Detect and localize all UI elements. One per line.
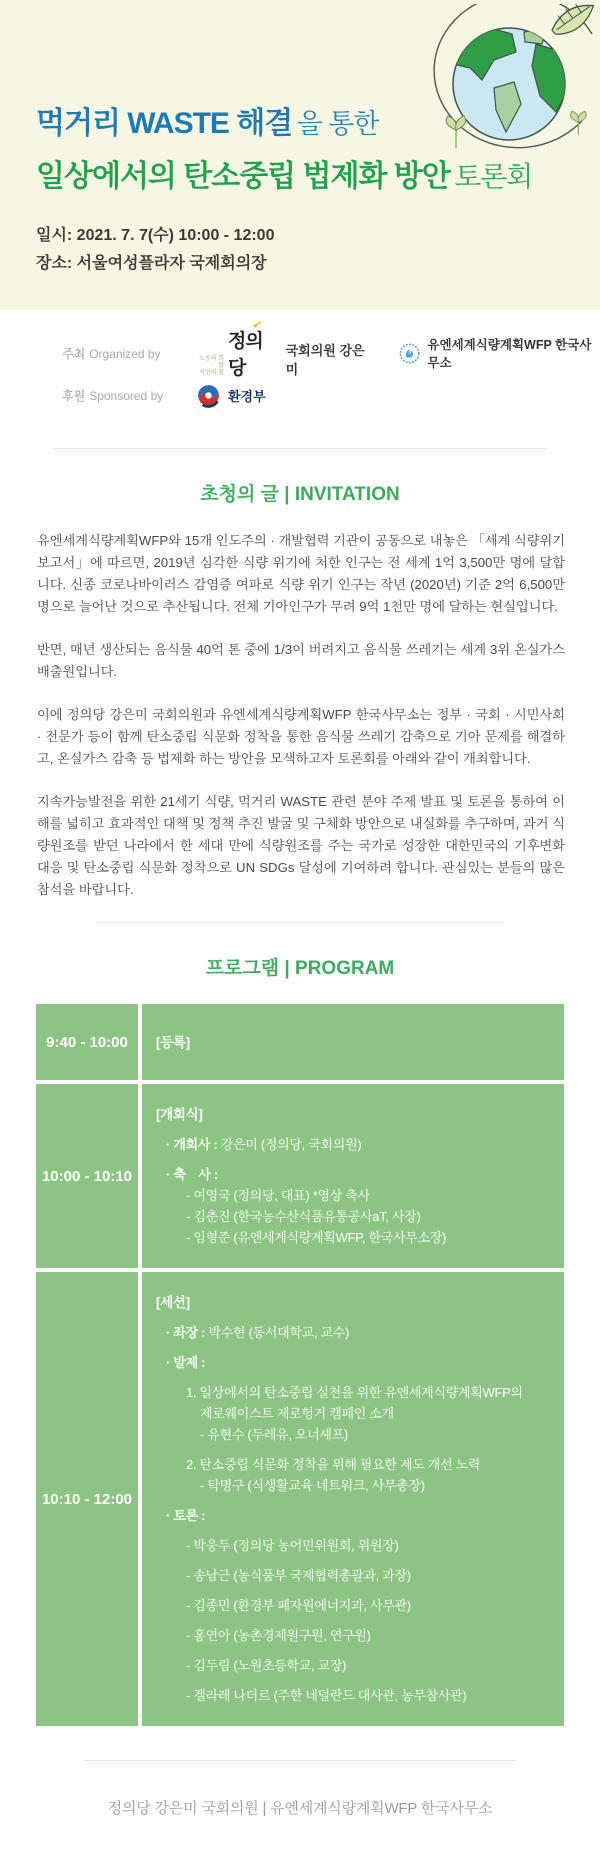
hero-header	[0, 0, 600, 310]
check-icon: ✔	[251, 316, 264, 333]
organized-en-label: Organized by	[89, 346, 161, 361]
moe-logo-group	[196, 383, 266, 408]
title-line-2	[36, 153, 532, 206]
divider-bottom	[84, 1760, 516, 1761]
program-line: - 홍연아 (농촌경제원구원, 연구원)	[186, 1628, 371, 1643]
jeongeuidang-text: 정의당	[228, 331, 263, 379]
invitation-body	[0, 530, 600, 901]
jeongeuidang-slogan	[196, 356, 224, 377]
wfp-logo-icon	[399, 342, 420, 365]
program-line: - 겔라레 나더르 (주한 네덜란드 대사관, 농무참사관)	[186, 1688, 467, 1703]
invitation-heading: 초청의 글 | INVITATION	[200, 484, 400, 505]
program-heading: 프로그램 | PROGRAM	[205, 958, 395, 979]
leaf-icon	[546, 4, 598, 39]
program-line: · 발제 :	[166, 1355, 206, 1370]
organizers-section	[0, 310, 600, 448]
invitation-paragraph: 반면, 매년 생산되는 음식물 40억 톤 중에 1/3이 버려지고 음식물 쓰레기는 세계 3위 온실가스 배출원입니다.	[37, 642, 565, 679]
program-line: 1. 일상에서의 탄소중립 실천을 위한 유엔세계식량계획WFP의	[186, 1385, 523, 1400]
wfp-logo-group	[399, 335, 600, 371]
program-time-cell: 9:40 - 10:00	[36, 1004, 138, 1080]
sprout-right-icon	[571, 111, 587, 135]
slogan-line2: 시민의 꿈	[199, 370, 225, 376]
program-time-cell: 10:10 - 12:00	[36, 1272, 138, 1726]
divider-middle	[96, 922, 504, 923]
slogan-line1: 노동의 희망	[199, 356, 225, 369]
program-line: 2. 탄소중립 식문화 정착을 위해 필요한 제도 개선 노력	[186, 1457, 481, 1472]
event-date: 일시: 2021. 7. 7(수) 10:00 - 12:00	[36, 227, 275, 244]
invitation-paragraph: 유엔세계식량계획WFP와 15개 인도주의 · 개발협력 기관이 공동으로 내놓은 「세계 식량위기 보고서」에 따르면, 2019년 심각한 식량 위기에 처한 인구는 전 세계 1억 3,500만 명에 달합니다. 신종 코로나바이러스 감염증 여파로 식량 위기 인구는 작년 (2020년) 기준 2억 6,500만 명으로 늘어난 것으로 추산됩니다. 전체 기아인구가 무려 9억 1천만 명에 달하는 현실입니다.	[37, 533, 565, 614]
program-line: 제로웨이스트 제로헝거 캠페인 소개	[200, 1406, 394, 1421]
program-content-cell	[142, 1004, 564, 1080]
member-name: 국회의원 강은미	[285, 343, 365, 377]
program-line: [등록]	[156, 1034, 190, 1050]
title-line2-light: 토론회	[454, 161, 533, 192]
program-line: - 유현수 (두레유, 오너셰프)	[200, 1427, 348, 1442]
program-line: - 박웅두 (정의당 농어민위원회, 위원장)	[186, 1538, 399, 1553]
program-line: · 개회사 : 강은미 (정의당, 국회의원)	[166, 1137, 362, 1152]
jeongeuidang-logo	[196, 316, 369, 380]
title-line1-strong: 먹거리 WASTE 해결	[36, 107, 293, 140]
sponsored-ko-label: 후원	[62, 388, 86, 403]
event-venue: 장소: 서울여성플라자 국제회의장	[36, 255, 267, 272]
invitation-paragraph: 지속가능발전을 위한 21세기 식량, 먹거리 WASTE 관련 분야 주제 발표 및 토론을 통하여 이해를 넓히고 효과적인 대책 및 정책 추진 발굴 및 구체화 방안으로 내실화를 추구하며, 과거 식량원조를 받던 나라에서 한 세대 만에 식량원조를 주는 국가로 성장한 대한민국의 기후변화 대응 및 탄소중립 식문화 정착으로 UN SDGs 달성에 기여하려 합니다. 관심있는 분들의 많은 참석을 바랍니다.	[37, 794, 565, 897]
page-title	[36, 100, 532, 206]
program-line: - 임형준 (유엔세계식량계획WFP, 한국사무소장)	[186, 1230, 447, 1245]
title-line-1	[36, 100, 532, 153]
sponsored-en-label: Sponsored by	[89, 388, 164, 403]
program-row	[36, 1084, 564, 1268]
organized-by-row	[62, 316, 600, 379]
program-row	[36, 1004, 564, 1080]
program-line: - 김두림 (노원초등학교, 교장)	[186, 1658, 347, 1673]
organized-by-label	[62, 345, 172, 362]
spacer	[0, 1726, 600, 1760]
program-line: - 김종민 (환경부 폐자원에너지과, 사무관)	[186, 1598, 411, 1613]
title-line2-strong: 일상에서의 탄소중립 법제화 방안	[36, 160, 450, 193]
program-content-cell	[142, 1084, 564, 1268]
moe-name: 환경부	[228, 388, 266, 404]
sponsored-by-row	[62, 380, 600, 410]
program-line: - 송남근 (농식품부 국제협력총괄과, 과장)	[186, 1568, 411, 1583]
program-row	[36, 1272, 564, 1726]
program-content-cell	[142, 1272, 564, 1726]
program-line: [개회식]	[156, 1107, 203, 1122]
sponsored-by-label	[62, 387, 172, 404]
program-line: - 김춘진 (한국농수산식품유통공사aT, 사장)	[186, 1209, 421, 1224]
event-datetime-venue	[36, 222, 274, 278]
organized-ko-label: 주최	[62, 346, 86, 361]
footer-credit: 정의당 강은미 국회의원 | 유엔세계식량계획WFP 한국사무소	[107, 1800, 493, 1817]
jeongeuidang-wordmark	[228, 316, 276, 380]
wfp-name: 유엔세계식량계획WFP 한국사무소	[427, 338, 592, 370]
divider-top	[54, 448, 546, 449]
program-line: [세션]	[156, 1295, 190, 1310]
program-line: - 여영국 (정의당, 대표) *영상 축사	[186, 1188, 370, 1203]
program-line: · 좌장 : 박수현 (동서대학교, 교수)	[166, 1325, 350, 1340]
program-table	[36, 1004, 564, 1726]
moe-logo-icon	[196, 383, 221, 408]
program-time-cell: 10:00 - 10:10	[36, 1084, 138, 1268]
title-line1-light: 을 통한	[296, 109, 379, 139]
program-line: - 탁명구 (식생활교육 네트워크, 사무총장)	[200, 1478, 425, 1493]
program-line: · 축 사 :	[166, 1167, 218, 1182]
program-line: · 토론 :	[166, 1508, 206, 1523]
invitation-paragraph: 이에 정의당 강은미 국회의원과 유엔세계식량계획WFP 한국사무소는 정부 · 국회 · 시민사회 · 전문가 등이 함께 탄소중립 식문화 정착을 통한 음식물 쓰레기 감축으로 기아 문제를 해결하고, 온실가스 감축 등 법제화 하는 방안을 모색하고자 토론회를 아래와 같이 개최합니다.	[37, 707, 565, 766]
